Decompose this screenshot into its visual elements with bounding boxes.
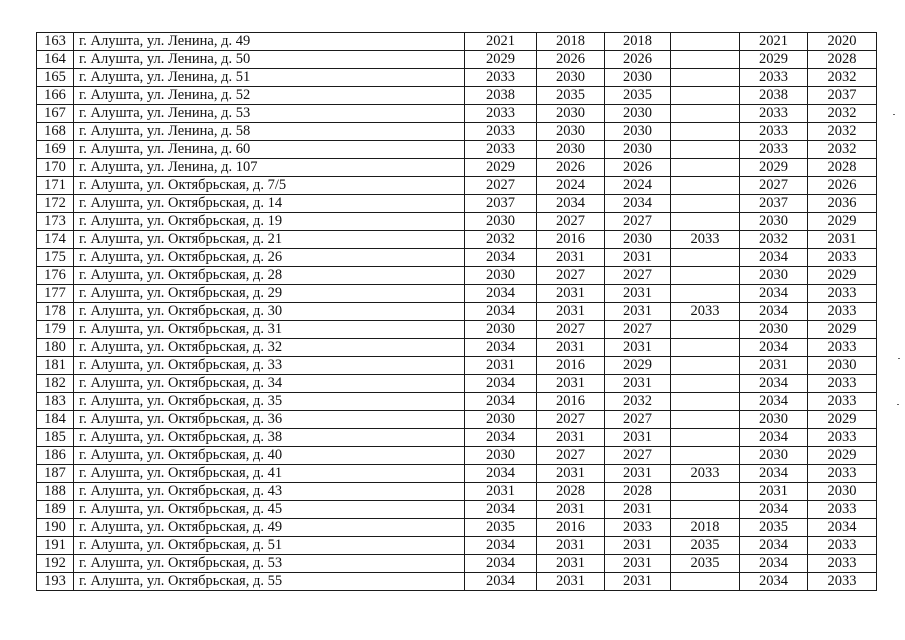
year-cell-6: 2029 [808,213,877,231]
year-cell-4: 2018 [671,519,740,537]
table-row [37,105,877,123]
address-cell: г. Алушта, ул. Октябрьская, д. 14 [74,195,465,213]
row-number: 177 [37,285,74,303]
year-cell-6: 2033 [808,555,877,573]
row-number: 183 [37,393,74,411]
year-cell-2: 2030 [537,105,605,123]
year-cell-1: 2034 [465,555,537,573]
year-cell-4 [671,51,740,69]
year-cell-6: 2033 [808,501,877,519]
year-cell-3: 2031 [605,465,671,483]
year-cell-2: 2031 [537,375,605,393]
year-cell-2: 2024 [537,177,605,195]
year-cell-1: 2034 [465,339,537,357]
year-cell-4 [671,501,740,519]
scan-speck [898,358,900,359]
year-cell-5: 2029 [740,159,808,177]
year-cell-1: 2030 [465,411,537,429]
year-cell-3: 2035 [605,87,671,105]
year-cell-2: 2027 [537,267,605,285]
year-cell-4 [671,267,740,285]
address-cell: г. Алушта, ул. Ленина, д. 107 [74,159,465,177]
table-row [37,375,877,393]
year-cell-4 [671,411,740,429]
year-cell-6: 2033 [808,573,877,591]
year-cell-2: 2031 [537,555,605,573]
address-cell: г. Алушта, ул. Ленина, д. 60 [74,141,465,159]
year-cell-1: 2034 [465,465,537,483]
year-cell-2: 2034 [537,195,605,213]
year-cell-4 [671,33,740,51]
year-cell-3: 2024 [605,177,671,195]
year-cell-6: 2029 [808,411,877,429]
year-cell-4 [671,339,740,357]
year-cell-4 [671,573,740,591]
row-number: 173 [37,213,74,231]
table-row [37,501,877,519]
table-row [37,267,877,285]
address-cell: г. Алушта, ул. Ленина, д. 49 [74,33,465,51]
address-cell: г. Алушта, ул. Октябрьская, д. 26 [74,249,465,267]
year-cell-1: 2034 [465,501,537,519]
year-cell-1: 2029 [465,159,537,177]
year-cell-4 [671,213,740,231]
year-cell-5: 2037 [740,195,808,213]
year-cell-5: 2034 [740,555,808,573]
year-cell-6: 2033 [808,339,877,357]
year-cell-3: 2031 [605,573,671,591]
row-number: 170 [37,159,74,177]
year-cell-2: 2030 [537,123,605,141]
address-cell: г. Алушта, ул. Октябрьская, д. 31 [74,321,465,339]
row-number: 167 [37,105,74,123]
year-cell-1: 2030 [465,321,537,339]
year-cell-5: 2034 [740,249,808,267]
row-number: 181 [37,357,74,375]
year-cell-6: 2028 [808,159,877,177]
year-cell-3: 2030 [605,105,671,123]
year-cell-2: 2031 [537,303,605,321]
row-number: 189 [37,501,74,519]
table-row [37,339,877,357]
year-cell-4 [671,447,740,465]
year-cell-1: 2033 [465,123,537,141]
year-cell-3: 2031 [605,339,671,357]
year-cell-3: 2027 [605,213,671,231]
year-cell-1: 2034 [465,249,537,267]
row-number: 169 [37,141,74,159]
table-row [37,537,877,555]
year-cell-5: 2030 [740,411,808,429]
year-cell-6: 2033 [808,537,877,555]
year-cell-4 [671,285,740,303]
housing-registry-table [36,32,877,591]
table-row [37,195,877,213]
year-cell-6: 2028 [808,51,877,69]
year-cell-4 [671,249,740,267]
year-cell-3: 2026 [605,51,671,69]
year-cell-5: 2033 [740,69,808,87]
year-cell-1: 2031 [465,483,537,501]
year-cell-5: 2038 [740,87,808,105]
year-cell-3: 2031 [605,375,671,393]
year-cell-1: 2035 [465,519,537,537]
year-cell-6: 2031 [808,231,877,249]
year-cell-3: 2030 [605,231,671,249]
year-cell-3: 2031 [605,429,671,447]
year-cell-6: 2033 [808,249,877,267]
year-cell-3: 2031 [605,501,671,519]
year-cell-2: 2031 [537,573,605,591]
year-cell-1: 2027 [465,177,537,195]
table-row [37,303,877,321]
year-cell-4 [671,393,740,411]
address-cell: г. Алушта, ул. Октябрьская, д. 33 [74,357,465,375]
year-cell-3: 2034 [605,195,671,213]
year-cell-4 [671,177,740,195]
year-cell-2: 2027 [537,321,605,339]
year-cell-2: 2031 [537,339,605,357]
table-body [37,33,877,591]
address-cell: г. Алушта, ул. Октябрьская, д. 34 [74,375,465,393]
year-cell-4 [671,123,740,141]
table-row [37,177,877,195]
year-cell-2: 2026 [537,159,605,177]
table-row [37,555,877,573]
year-cell-5: 2034 [740,573,808,591]
year-cell-1: 2031 [465,357,537,375]
year-cell-1: 2038 [465,87,537,105]
year-cell-6: 2033 [808,303,877,321]
year-cell-3: 2031 [605,537,671,555]
year-cell-6: 2032 [808,123,877,141]
year-cell-6: 2026 [808,177,877,195]
year-cell-5: 2034 [740,429,808,447]
row-number: 176 [37,267,74,285]
year-cell-2: 2027 [537,447,605,465]
year-cell-1: 2034 [465,573,537,591]
address-cell: г. Алушта, ул. Ленина, д. 51 [74,69,465,87]
year-cell-1: 2037 [465,195,537,213]
year-cell-6: 2033 [808,429,877,447]
year-cell-3: 2028 [605,483,671,501]
table-row [37,573,877,591]
year-cell-5: 2033 [740,123,808,141]
year-cell-2: 2027 [537,411,605,429]
address-cell: г. Алушта, ул. Октябрьская, д. 41 [74,465,465,483]
address-cell: г. Алушта, ул. Октябрьская, д. 55 [74,573,465,591]
year-cell-1: 2034 [465,303,537,321]
address-cell: г. Алушта, ул. Октябрьская, д. 51 [74,537,465,555]
year-cell-5: 2033 [740,105,808,123]
year-cell-3: 2027 [605,267,671,285]
year-cell-3: 2027 [605,411,671,429]
year-cell-1: 2032 [465,231,537,249]
year-cell-5: 2031 [740,483,808,501]
year-cell-1: 2034 [465,285,537,303]
year-cell-5: 2035 [740,519,808,537]
year-cell-1: 2033 [465,105,537,123]
year-cell-4: 2035 [671,537,740,555]
year-cell-6: 2032 [808,69,877,87]
year-cell-1: 2034 [465,429,537,447]
address-cell: г. Алушта, ул. Октябрьская, д. 49 [74,519,465,537]
year-cell-4: 2035 [671,555,740,573]
row-number: 178 [37,303,74,321]
year-cell-5: 2031 [740,357,808,375]
year-cell-3: 2030 [605,69,671,87]
table-row [37,33,877,51]
year-cell-2: 2030 [537,69,605,87]
table-row [37,519,877,537]
table-row [37,231,877,249]
year-cell-3: 2033 [605,519,671,537]
row-number: 184 [37,411,74,429]
table-row [37,141,877,159]
year-cell-6: 2032 [808,141,877,159]
table-row [37,159,877,177]
year-cell-5: 2034 [740,393,808,411]
year-cell-6: 2032 [808,105,877,123]
year-cell-4 [671,321,740,339]
year-cell-6: 2033 [808,375,877,393]
table-row [37,465,877,483]
row-number: 191 [37,537,74,555]
address-cell: г. Алушта, ул. Октябрьская, д. 36 [74,411,465,429]
year-cell-5: 2034 [740,285,808,303]
year-cell-5: 2033 [740,141,808,159]
year-cell-2: 2031 [537,537,605,555]
year-cell-1: 2029 [465,51,537,69]
address-cell: г. Алушта, ул. Ленина, д. 52 [74,87,465,105]
scan-speck [893,114,895,115]
year-cell-6: 2029 [808,447,877,465]
row-number: 180 [37,339,74,357]
year-cell-3: 2029 [605,357,671,375]
row-number: 182 [37,375,74,393]
year-cell-4 [671,429,740,447]
year-cell-3: 2031 [605,249,671,267]
year-cell-6: 2020 [808,33,877,51]
year-cell-5: 2034 [740,339,808,357]
table-row [37,69,877,87]
year-cell-1: 2033 [465,69,537,87]
year-cell-4 [671,483,740,501]
address-cell: г. Алушта, ул. Октябрьская, д. 35 [74,393,465,411]
row-number: 171 [37,177,74,195]
address-cell: г. Алушта, ул. Октябрьская, д. 30 [74,303,465,321]
table-row [37,393,877,411]
row-number: 190 [37,519,74,537]
year-cell-5: 2030 [740,321,808,339]
year-cell-3: 2031 [605,303,671,321]
address-cell: г. Алушта, ул. Октябрьская, д. 40 [74,447,465,465]
year-cell-2: 2016 [537,231,605,249]
year-cell-6: 2030 [808,483,877,501]
year-cell-4: 2033 [671,303,740,321]
year-cell-6: 2033 [808,465,877,483]
year-cell-5: 2034 [740,501,808,519]
address-cell: г. Алушта, ул. Октябрьская, д. 28 [74,267,465,285]
row-number: 179 [37,321,74,339]
table-row [37,51,877,69]
year-cell-2: 2016 [537,519,605,537]
row-number: 165 [37,69,74,87]
year-cell-5: 2021 [740,33,808,51]
year-cell-2: 2016 [537,357,605,375]
table-row [37,285,877,303]
year-cell-2: 2031 [537,429,605,447]
year-cell-5: 2030 [740,267,808,285]
address-cell: г. Алушта, ул. Октябрьская, д. 38 [74,429,465,447]
year-cell-6: 2030 [808,357,877,375]
year-cell-2: 2018 [537,33,605,51]
year-cell-6: 2033 [808,285,877,303]
year-cell-2: 2031 [537,465,605,483]
year-cell-4 [671,105,740,123]
year-cell-3: 2018 [605,33,671,51]
year-cell-1: 2030 [465,447,537,465]
year-cell-5: 2034 [740,375,808,393]
row-number: 164 [37,51,74,69]
row-number: 192 [37,555,74,573]
year-cell-4 [671,87,740,105]
row-number: 193 [37,573,74,591]
year-cell-5: 2032 [740,231,808,249]
year-cell-1: 2030 [465,213,537,231]
year-cell-4: 2033 [671,231,740,249]
year-cell-4 [671,159,740,177]
year-cell-6: 2036 [808,195,877,213]
year-cell-2: 2035 [537,87,605,105]
row-number: 175 [37,249,74,267]
year-cell-1: 2033 [465,141,537,159]
table-row [37,213,877,231]
year-cell-6: 2034 [808,519,877,537]
address-cell: г. Алушта, ул. Октябрьская, д. 32 [74,339,465,357]
year-cell-4 [671,69,740,87]
address-cell: г. Алушта, ул. Октябрьская, д. 7/5 [74,177,465,195]
year-cell-2: 2031 [537,285,605,303]
scan-speck [897,404,899,405]
year-cell-3: 2030 [605,123,671,141]
year-cell-3: 2026 [605,159,671,177]
year-cell-5: 2034 [740,303,808,321]
address-cell: г. Алушта, ул. Октябрьская, д. 53 [74,555,465,573]
year-cell-5: 2034 [740,465,808,483]
row-number: 168 [37,123,74,141]
year-cell-5: 2034 [740,537,808,555]
table-row [37,411,877,429]
row-number: 174 [37,231,74,249]
year-cell-2: 2030 [537,141,605,159]
year-cell-4: 2033 [671,465,740,483]
table-row [37,429,877,447]
year-cell-1: 2030 [465,267,537,285]
table-row [37,357,877,375]
address-cell: г. Алушта, ул. Октябрьская, д. 29 [74,285,465,303]
address-cell: г. Алушта, ул. Ленина, д. 50 [74,51,465,69]
row-number: 186 [37,447,74,465]
address-cell: г. Алушта, ул. Ленина, д. 58 [74,123,465,141]
year-cell-1: 2034 [465,375,537,393]
year-cell-6: 2029 [808,267,877,285]
address-cell: г. Алушта, ул. Октябрьская, д. 43 [74,483,465,501]
address-cell: г. Алушта, ул. Октябрьская, д. 21 [74,231,465,249]
year-cell-6: 2029 [808,321,877,339]
table-row [37,123,877,141]
year-cell-2: 2026 [537,51,605,69]
year-cell-3: 2031 [605,555,671,573]
table-row [37,447,877,465]
year-cell-3: 2027 [605,447,671,465]
address-cell: г. Алушта, ул. Ленина, д. 53 [74,105,465,123]
year-cell-5: 2030 [740,213,808,231]
year-cell-1: 2034 [465,393,537,411]
year-cell-2: 2016 [537,393,605,411]
row-number: 185 [37,429,74,447]
year-cell-1: 2021 [465,33,537,51]
year-cell-3: 2031 [605,285,671,303]
row-number: 166 [37,87,74,105]
year-cell-3: 2027 [605,321,671,339]
year-cell-2: 2027 [537,213,605,231]
address-cell: г. Алушта, ул. Октябрьская, д. 45 [74,501,465,519]
year-cell-4 [671,141,740,159]
table-row [37,249,877,267]
year-cell-3: 2032 [605,393,671,411]
year-cell-5: 2027 [740,177,808,195]
year-cell-1: 2034 [465,537,537,555]
year-cell-2: 2031 [537,249,605,267]
row-number: 188 [37,483,74,501]
row-number: 187 [37,465,74,483]
year-cell-6: 2037 [808,87,877,105]
table-row [37,483,877,501]
year-cell-4 [671,357,740,375]
year-cell-2: 2028 [537,483,605,501]
table-row [37,87,877,105]
row-number: 163 [37,33,74,51]
year-cell-2: 2031 [537,501,605,519]
year-cell-4 [671,195,740,213]
table-row [37,321,877,339]
year-cell-5: 2030 [740,447,808,465]
year-cell-6: 2033 [808,393,877,411]
year-cell-5: 2029 [740,51,808,69]
year-cell-3: 2030 [605,141,671,159]
year-cell-4 [671,375,740,393]
address-cell: г. Алушта, ул. Октябрьская, д. 19 [74,213,465,231]
row-number: 172 [37,195,74,213]
